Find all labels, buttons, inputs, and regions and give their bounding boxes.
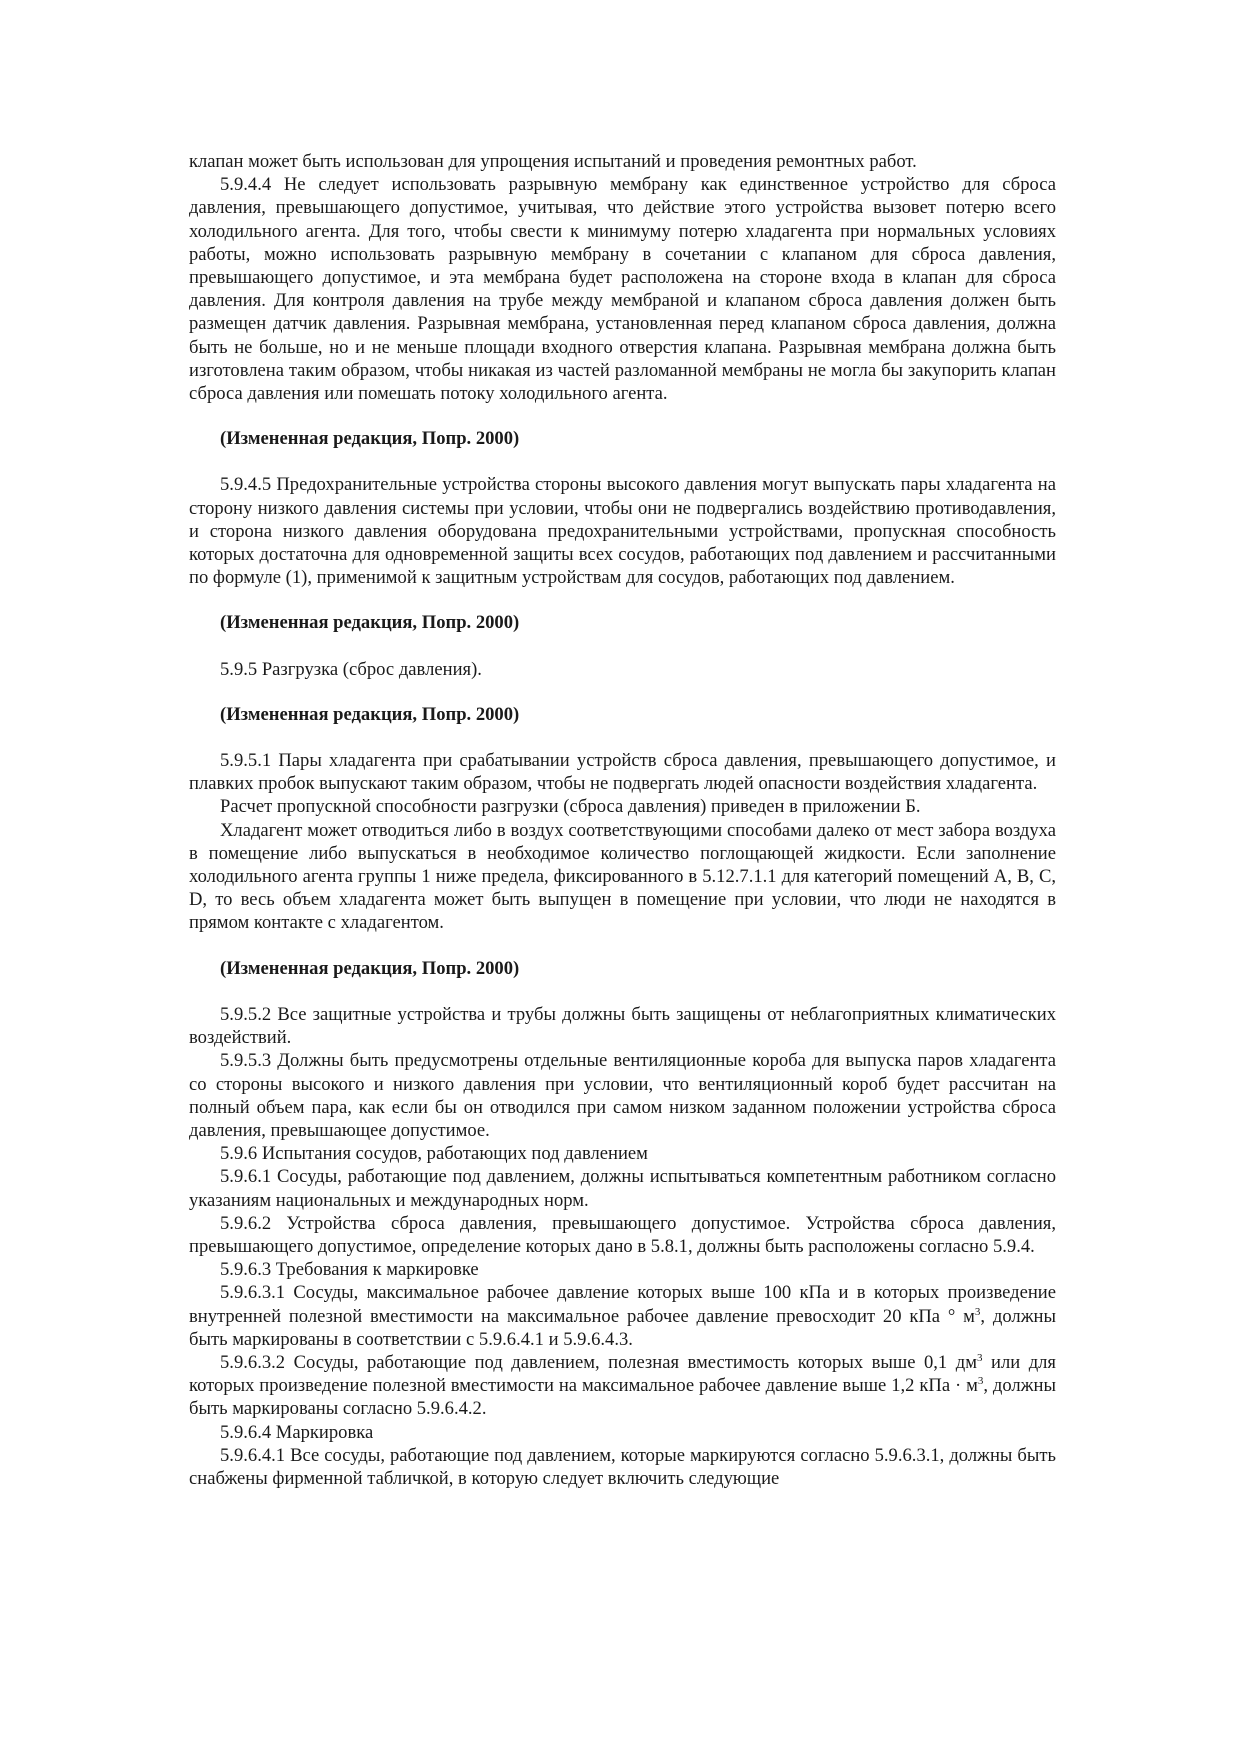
superscript: 3 <box>976 1351 983 1364</box>
paragraph-5-9-6-1: 5.9.6.1 Сосуды, работающие под давлением, должны испытываться компетентным работником согласно указаниям национальных и международных норм. <box>189 1166 1056 1211</box>
text-run: 5.9.6.3.1 Сосуды, максимальное рабочее давление которых выше 100 кПа и в которых произведение внутренней полезной вместимости на максимальное рабочее давление превосходит 20 кПа ° м <box>189 1282 1056 1327</box>
paragraph-5-9-6-4-1: 5.9.6.4.1 Все сосуды, работающие под давлением, которые маркируются согласно 5.9.6.3.1, должны быть снабжены фирменной табличкой, в которую следует включить следующие <box>189 1444 1056 1489</box>
amendment-note: (Измененная редакция, Попр. 2000) <box>220 703 520 725</box>
paragraph-intro: клапан может быть использован для упрощения испытаний и проведения ремонтных работ. <box>189 151 917 172</box>
text-run: или для которых произведение полезной вместимости на максимальное рабочее давление выше 1,2 кПа · м <box>189 1351 1056 1397</box>
paragraph-calculation: Расчет пропускной способности разгрузки (сброса давления) приведен в приложении Б. <box>220 796 921 818</box>
paragraph-5-9-6-3-2 <box>189 1351 1056 1421</box>
paragraph-5-9-5-2: 5.9.5.2 Все защитные устройства и трубы должны быть защищены от неблагоприятных климатических воздействий. <box>189 1003 1056 1049</box>
document-page <box>189 150 1056 1490</box>
paragraph-5-9-6-2: 5.9.6.2 Устройства сброса давления, превышающего допустимое. Устройства сброса давления, превышающего допустимое, определение которых дано в 5.8.1, должны быть расположены согласно 5.9.4. <box>189 1212 1056 1257</box>
superscript: 3 <box>974 1305 981 1318</box>
amendment-note: (Измененная редакция, Попр. 2000) <box>220 612 520 634</box>
paragraph-5-9-5-1: 5.9.5.1 Пары хладагента при срабатывании устройств сброса давления, превышающего допустимое, и плавких пробок выпускают таким образом, чтобы не подвергать людей опасности воздействия хладагента. <box>189 750 1056 795</box>
paragraph-5-9-4-5: 5.9.4.5 Предохранительные устройства стороны высокого давления могут выпускать пары хладагента на сторону низкого давления системы при условии, чтобы они не подвергались воздействию противодавления, и сторона низкого давления оборудована предохранительными устройствами, пропускная способность которых достаточна для одновременной защиты всех сосудов, работающих под давлением и рассчитанными по формуле (1), применимой к защитным устройствам для сосудов, работающих под давлением. <box>189 474 1056 589</box>
superscript: 3 <box>977 1374 984 1387</box>
paragraph-5-9-5-3: 5.9.5.3 Должны быть предусмотрены отдельные вентиляционные короба для выпуска паров хладагента со стороны высокого и низкого давления при условии, что вентиляционный короб будет рассчитан на полный объем пара, как если бы он отводился при самом низком заданном положении устройства сброса давления, превышающее допустимое. <box>189 1050 1056 1141</box>
paragraph-5-9-4-4: 5.9.4.4 Не следует использовать разрывную мембрану как единственное устройство для сброса давления, превышающего допустимое, учитывая, что действие этого устройства вызовет потерю всего холодильного агента. Для того, чтобы свести к минимуму потерю хладагента при нормальных условиях работы, можно использовать разрывную мембрану в сочетании с клапаном для сброса давления, превышающего допустимое, и эта мембрана будет расположена на стороне входа в клапан для сброса давления. Для контроля давления на трубе между мембраной и клапаном сброса давления должен быть размещен датчик давления. Разрывная мембрана, установленная перед клапаном сброса давления, должна быть не больше, но и не меньше площади входного отверстия клапана. Разрывная мембрана должна быть изготовлена таким образом, чтобы никакая из частей разломанной мембраны не могла бы закупорить клапан сброса давления или помешать потоку холодильного агента. <box>189 174 1056 405</box>
paragraph-5-9-6-3-1 <box>189 1281 1056 1351</box>
amendment-note: (Измененная редакция, Попр. 2000) <box>220 428 520 450</box>
paragraph-5-9-6: 5.9.6 Испытания сосудов, работающих под давлением <box>220 1143 648 1165</box>
text-run: , должны быть маркированы в соответствии с 5.9.6.4.1 и 5.9.6.4.3. <box>189 1305 1056 1350</box>
text-run: , должны быть маркированы согласно 5.9.6.4.2. <box>189 1375 1056 1420</box>
paragraph-5-9-6-3: 5.9.6.3 Требования к маркировке <box>220 1259 479 1281</box>
paragraph-5-9-5: 5.9.5 Разгрузка (сброс давления). <box>220 658 482 680</box>
amendment-note: (Измененная редакция, Попр. 2000) <box>220 957 520 979</box>
paragraph-refrigerant: Хладагент может отводиться либо в воздух соответствующими способами далеко от мест забора воздуха в помещение либо выпускаться в необходимое количество поглощающей жидкости. Если заполнение холодильного агента группы 1 ниже предела, фиксированного в 5.12.7.1.1 для категорий помещений А, В, С, D, то весь объем хладагента может быть выпущен в помещение при условии, что люди не находятся в прямом контакте с хладагентом. <box>189 819 1056 934</box>
paragraph-5-9-6-4: 5.9.6.4 Маркировка <box>220 1421 374 1443</box>
text-run: 5.9.6.3.2 Сосуды, работающие под давлением, полезная вместимость которых выше 0,1 дм <box>220 1351 977 1373</box>
